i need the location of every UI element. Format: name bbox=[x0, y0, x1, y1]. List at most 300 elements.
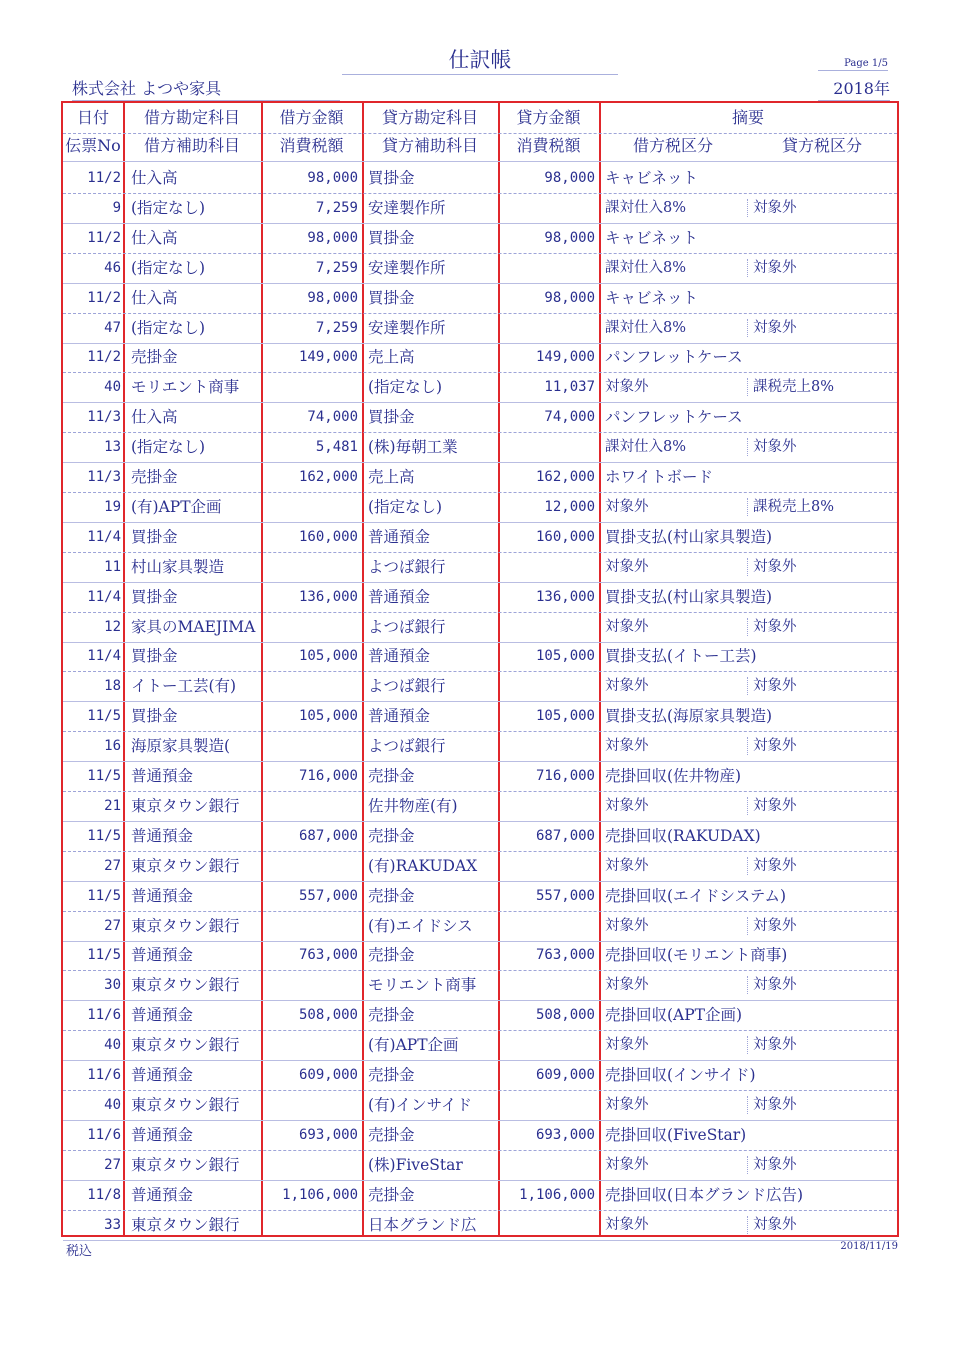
credit-sub-account: 日本グランド広 bbox=[368, 1215, 477, 1234]
credit-tax-amount bbox=[498, 612, 599, 642]
debit-sub-account: (指定なし) bbox=[131, 438, 206, 457]
memo: 買掛支払(村山家具製造) bbox=[605, 527, 773, 546]
memo: 売掛回収(FiveStar) bbox=[605, 1125, 747, 1144]
entry-detail-row bbox=[63, 372, 897, 403]
credit-tax-class: 対象外 bbox=[753, 1037, 797, 1054]
credit-amount: 609,000 bbox=[535, 1067, 595, 1083]
credit-sub-account: (有)RAKUDAX bbox=[368, 856, 478, 875]
credit-account: 売上高 bbox=[368, 348, 415, 367]
entry-main-row bbox=[63, 701, 897, 732]
debit-sub-account: イトー工芸(有) bbox=[131, 677, 237, 696]
credit-tax-amount bbox=[498, 671, 599, 701]
tax-class-separator bbox=[747, 1096, 748, 1114]
entry-detail-row bbox=[63, 851, 897, 882]
voucher-no: 13 bbox=[104, 439, 121, 456]
company-name: 株式会社 よつや家具 bbox=[72, 76, 340, 101]
debit-tax-class: 対象外 bbox=[605, 379, 649, 396]
entry-main-row bbox=[63, 163, 897, 194]
debit-amount: 1,106,000 bbox=[282, 1186, 358, 1203]
entry-date: 11/4 bbox=[87, 528, 121, 545]
tax-class-separator bbox=[747, 378, 748, 396]
credit-account: 普通預金 bbox=[368, 647, 431, 666]
credit-tax-class: 課税売上8% bbox=[753, 498, 835, 515]
debit-tax-class: 対象外 bbox=[605, 797, 649, 814]
debit-tax-class: 対象外 bbox=[605, 738, 649, 755]
header-row-2 bbox=[63, 131, 897, 162]
credit-sub-account: よつば銀行 bbox=[368, 557, 446, 576]
entry-date: 11/5 bbox=[87, 708, 121, 725]
debit-tax-amount bbox=[261, 970, 362, 1000]
tax-class-separator bbox=[747, 618, 748, 636]
debit-sub-account: 村山家具製造 bbox=[131, 557, 225, 576]
page-title: 仕訳帳 bbox=[342, 44, 618, 75]
debit-amount: 716,000 bbox=[298, 768, 358, 784]
entry-main-row bbox=[63, 940, 897, 971]
entry-main-row bbox=[63, 283, 897, 314]
entry-date: 11/2 bbox=[87, 349, 121, 366]
entry-date: 11/5 bbox=[87, 887, 121, 904]
debit-account: 買掛金 bbox=[131, 647, 178, 666]
debit-tax-amount bbox=[261, 671, 362, 701]
credit-amount: 98,000 bbox=[544, 229, 595, 246]
debit-tax-class: 対象外 bbox=[605, 678, 649, 695]
credit-account: 普通預金 bbox=[368, 707, 431, 726]
col-header-credit-sub: 貸方補助科目 bbox=[381, 136, 478, 155]
tax-class-separator bbox=[747, 976, 748, 994]
tax-class-separator bbox=[747, 1036, 748, 1054]
debit-amount: 74,000 bbox=[307, 409, 358, 426]
voucher-no: 40 bbox=[104, 1037, 121, 1054]
debit-amount: 105,000 bbox=[298, 648, 358, 665]
debit-amount: 763,000 bbox=[298, 947, 358, 964]
credit-sub-account: (有)インサイド bbox=[368, 1095, 473, 1114]
credit-account: 売掛金 bbox=[368, 1125, 415, 1144]
credit-sub-account: 安達製作所 bbox=[368, 318, 446, 337]
debit-account: 仕入高 bbox=[131, 169, 178, 187]
credit-account: 買掛金 bbox=[368, 408, 415, 427]
voucher-no: 46 bbox=[104, 259, 121, 276]
entry-main-row bbox=[63, 881, 897, 912]
debit-amount: 105,000 bbox=[298, 708, 358, 725]
memo: 売掛回収(APT企画) bbox=[605, 1006, 743, 1025]
credit-sub-account: (有)APT企画 bbox=[368, 1036, 459, 1055]
credit-account: 売掛金 bbox=[368, 1185, 415, 1204]
memo: ホワイトボード bbox=[605, 468, 714, 486]
credit-tax-amount bbox=[498, 851, 599, 881]
debit-tax-class: 対象外 bbox=[605, 1096, 649, 1113]
voucher-no: 40 bbox=[104, 1096, 121, 1113]
debit-amount: 557,000 bbox=[298, 887, 358, 904]
voucher-no: 30 bbox=[104, 977, 121, 994]
credit-account: 買掛金 bbox=[368, 228, 415, 247]
entry-main-row bbox=[63, 522, 897, 553]
debit-tax-amount bbox=[261, 612, 362, 642]
page-number: Page 1/5 bbox=[818, 58, 888, 71]
credit-amount: 687,000 bbox=[535, 827, 595, 844]
debit-tax-amount bbox=[261, 1090, 362, 1120]
credit-sub-account: (有)エイドシス bbox=[368, 916, 473, 935]
memo: 売掛回収(エイドシステム) bbox=[605, 886, 787, 905]
entry-date: 11/3 bbox=[87, 409, 121, 426]
voucher-no: 27 bbox=[104, 917, 121, 934]
credit-tax-class: 対象外 bbox=[753, 977, 797, 994]
credit-amount: 1,106,000 bbox=[519, 1186, 595, 1203]
debit-account: 普通預金 bbox=[131, 1006, 194, 1025]
entry-detail-row bbox=[63, 671, 897, 702]
entry-detail-row bbox=[63, 612, 897, 643]
debit-tax-class: 課対仕入8% bbox=[605, 439, 687, 456]
entry-date: 11/6 bbox=[87, 1126, 121, 1143]
credit-tax-amount bbox=[498, 552, 599, 582]
entry-date: 11/6 bbox=[87, 1007, 121, 1024]
entry-main-row bbox=[63, 761, 897, 792]
credit-sub-account: (指定なし) bbox=[368, 497, 443, 516]
entry-main-row bbox=[63, 1060, 897, 1091]
memo: 売掛回収(モリエント商事) bbox=[605, 946, 788, 965]
debit-sub-account: (有)APT企画 bbox=[131, 497, 222, 516]
credit-amount: 74,000 bbox=[544, 409, 595, 426]
memo: パンフレットケース bbox=[605, 408, 743, 427]
entry-main-row bbox=[63, 582, 897, 613]
tax-class-separator bbox=[747, 1216, 748, 1234]
debit-tax-class: 対象外 bbox=[605, 558, 649, 575]
debit-account: 普通預金 bbox=[131, 1066, 194, 1084]
debit-amount: 98,000 bbox=[307, 229, 358, 246]
credit-tax-class: 対象外 bbox=[753, 857, 797, 874]
credit-sub-account: モリエント商事 bbox=[368, 976, 477, 995]
debit-account: 仕入高 bbox=[131, 408, 178, 427]
debit-account: 普通預金 bbox=[131, 1185, 194, 1204]
entry-detail-row bbox=[63, 432, 897, 463]
debit-amount: 98,000 bbox=[307, 289, 358, 306]
credit-sub-account: 佐井物産(有) bbox=[368, 796, 458, 815]
credit-tax-class: 対象外 bbox=[753, 917, 797, 934]
debit-amount: 149,000 bbox=[298, 349, 358, 366]
memo: キャビネット bbox=[605, 288, 699, 307]
col-header-memo: 摘要 bbox=[731, 108, 764, 127]
debit-sub-account: 東京タウン銀行 bbox=[131, 1215, 240, 1234]
debit-tax-class: 対象外 bbox=[605, 1156, 649, 1173]
credit-tax-amount bbox=[498, 1210, 599, 1240]
col-header-voucher-no: 伝票No bbox=[65, 136, 121, 155]
tax-mode-label: 税込 bbox=[66, 1244, 93, 1259]
entry-detail-row bbox=[63, 911, 897, 942]
debit-tax-class: 対象外 bbox=[605, 618, 649, 635]
tax-class-separator bbox=[747, 558, 748, 576]
tax-class-separator bbox=[747, 737, 748, 755]
voucher-no: 33 bbox=[104, 1216, 121, 1233]
credit-tax-class: 課税売上8% bbox=[753, 379, 835, 396]
voucher-no: 27 bbox=[104, 1156, 121, 1173]
credit-tax-amount bbox=[498, 791, 599, 821]
col-header-date: 日付 bbox=[76, 108, 109, 127]
debit-amount: 98,000 bbox=[307, 170, 358, 186]
credit-account: 売掛金 bbox=[368, 886, 415, 905]
debit-sub-account: 東京タウン銀行 bbox=[131, 1155, 240, 1174]
debit-sub-account: 東京タウン銀行 bbox=[131, 856, 240, 875]
journal-table bbox=[61, 101, 899, 1237]
debit-sub-account: 東京タウン銀行 bbox=[131, 916, 240, 935]
credit-tax-class: 対象外 bbox=[753, 439, 797, 456]
credit-tax-amount bbox=[498, 253, 599, 283]
entry-detail-row bbox=[63, 193, 897, 224]
debit-sub-account: 東京タウン銀行 bbox=[131, 1036, 240, 1055]
credit-tax-class: 対象外 bbox=[753, 1096, 797, 1113]
debit-tax-amount bbox=[261, 731, 362, 761]
col-header-credit-amount: 貸方金額 bbox=[516, 108, 581, 127]
debit-amount: 160,000 bbox=[298, 528, 358, 545]
credit-account: 普通預金 bbox=[368, 587, 431, 606]
entry-detail-row bbox=[63, 492, 897, 523]
credit-sub-account: よつば銀行 bbox=[368, 737, 446, 756]
credit-amount: 136,000 bbox=[535, 588, 595, 605]
voucher-no: 12 bbox=[104, 618, 121, 635]
credit-tax-amount bbox=[498, 1090, 599, 1120]
credit-tax-class: 対象外 bbox=[753, 618, 797, 635]
credit-account: 売掛金 bbox=[368, 767, 415, 785]
debit-sub-account: 海原家具製造( bbox=[131, 737, 231, 756]
entry-main-row bbox=[63, 402, 897, 433]
debit-tax-class: 対象外 bbox=[605, 1037, 649, 1054]
debit-account: 仕入高 bbox=[131, 288, 178, 307]
debit-tax-amount bbox=[261, 1150, 362, 1180]
col-header-debit-tax-class: 借方税区分 bbox=[632, 136, 713, 155]
debit-amount: 687,000 bbox=[298, 827, 358, 844]
voucher-no: 27 bbox=[104, 857, 121, 874]
credit-tax-class: 対象外 bbox=[753, 319, 797, 336]
entry-main-row bbox=[63, 641, 897, 672]
credit-tax-class: 対象外 bbox=[753, 678, 797, 695]
debit-tax-amount: 7,259 bbox=[315, 199, 358, 216]
entry-main-row bbox=[63, 1180, 897, 1211]
credit-tax-amount bbox=[498, 1150, 599, 1180]
credit-sub-account: (株)毎朝工業 bbox=[368, 438, 458, 457]
debit-amount: 508,000 bbox=[298, 1007, 358, 1024]
entry-main-row bbox=[63, 223, 897, 254]
entry-main-row bbox=[63, 1120, 897, 1151]
col-header-debit-tax: 消費税額 bbox=[279, 136, 344, 155]
credit-amount: 716,000 bbox=[535, 768, 595, 784]
debit-account: 売掛金 bbox=[131, 468, 178, 486]
memo: 売掛回収(RAKUDAX) bbox=[605, 826, 761, 845]
credit-amount: 763,000 bbox=[535, 947, 595, 964]
credit-amount: 98,000 bbox=[544, 170, 595, 186]
memo: キャビネット bbox=[605, 228, 699, 247]
tax-class-separator bbox=[747, 199, 748, 217]
debit-account: 仕入高 bbox=[131, 228, 178, 247]
debit-amount: 162,000 bbox=[298, 469, 358, 485]
col-header-debit-sub: 借方補助科目 bbox=[143, 136, 240, 155]
fiscal-year: 2018年 bbox=[818, 76, 890, 101]
tax-class-separator bbox=[747, 319, 748, 337]
credit-sub-account: 安達製作所 bbox=[368, 258, 446, 277]
debit-tax-class: 対象外 bbox=[605, 498, 649, 515]
credit-amount: 98,000 bbox=[544, 289, 595, 306]
entry-date: 11/4 bbox=[87, 588, 121, 605]
memo: 売掛回収(日本グランド広告) bbox=[605, 1185, 804, 1204]
credit-amount: 557,000 bbox=[535, 887, 595, 904]
credit-account: 売上高 bbox=[368, 468, 415, 486]
credit-sub-account: (指定なし) bbox=[368, 378, 443, 397]
debit-tax-class: 課対仕入8% bbox=[605, 199, 687, 216]
debit-amount: 693,000 bbox=[298, 1126, 358, 1143]
tax-class-separator bbox=[747, 1156, 748, 1174]
entry-detail-row bbox=[63, 1090, 897, 1121]
entry-detail-row bbox=[63, 253, 897, 284]
credit-tax-class: 対象外 bbox=[753, 797, 797, 814]
tax-class-separator bbox=[747, 917, 748, 935]
entry-detail-row bbox=[63, 1150, 897, 1181]
entry-detail-row bbox=[63, 731, 897, 762]
credit-tax-amount bbox=[498, 1030, 599, 1060]
credit-tax-amount bbox=[498, 313, 599, 343]
debit-account: 買掛金 bbox=[131, 707, 178, 726]
credit-tax-amount bbox=[498, 432, 599, 462]
credit-tax-class: 対象外 bbox=[753, 1156, 797, 1173]
debit-sub-account: (指定なし) bbox=[131, 318, 206, 337]
debit-tax-amount: 7,259 bbox=[315, 319, 358, 336]
entry-date: 11/3 bbox=[87, 469, 121, 485]
col-header-credit-tax: 消費税額 bbox=[516, 136, 581, 155]
entry-date: 11/5 bbox=[87, 947, 121, 964]
voucher-no: 9 bbox=[112, 199, 121, 216]
credit-tax-amount bbox=[498, 731, 599, 761]
memo: 買掛支払(村山家具製造) bbox=[605, 587, 773, 606]
voucher-no: 40 bbox=[104, 379, 121, 396]
debit-account: 売掛金 bbox=[131, 348, 178, 367]
credit-account: 普通預金 bbox=[368, 527, 431, 546]
credit-tax-class: 対象外 bbox=[753, 259, 797, 276]
entry-date: 11/4 bbox=[87, 648, 121, 665]
tax-class-separator bbox=[747, 797, 748, 815]
header-row-1 bbox=[63, 103, 897, 134]
debit-tax-class: 対象外 bbox=[605, 857, 649, 874]
entry-main-row bbox=[63, 821, 897, 852]
memo: 売掛回収(インサイド) bbox=[605, 1066, 756, 1084]
credit-sub-account: よつば銀行 bbox=[368, 677, 446, 696]
col-header-credit-account: 貸方勘定科目 bbox=[381, 108, 478, 127]
debit-tax-amount bbox=[261, 552, 362, 582]
credit-account: 売掛金 bbox=[368, 826, 415, 845]
entry-date: 11/8 bbox=[87, 1186, 121, 1203]
entry-detail-row bbox=[63, 1210, 897, 1241]
debit-account: 普通預金 bbox=[131, 1125, 194, 1144]
entry-main-row bbox=[63, 1000, 897, 1031]
credit-tax-amount bbox=[498, 911, 599, 941]
entry-detail-row bbox=[63, 791, 897, 822]
credit-tax-class: 対象外 bbox=[753, 1216, 797, 1233]
debit-tax-class: 対象外 bbox=[605, 1216, 649, 1233]
tax-class-separator bbox=[747, 259, 748, 277]
debit-account: 普通預金 bbox=[131, 767, 194, 785]
tax-class-separator bbox=[747, 857, 748, 875]
credit-tax-amount bbox=[498, 193, 599, 223]
entry-detail-row bbox=[63, 1030, 897, 1061]
credit-sub-account: 安達製作所 bbox=[368, 198, 446, 217]
credit-amount: 693,000 bbox=[535, 1126, 595, 1143]
entry-main-row bbox=[63, 462, 897, 493]
credit-tax-class: 対象外 bbox=[753, 199, 797, 216]
credit-amount: 149,000 bbox=[535, 349, 595, 366]
memo: パンフレットケース bbox=[605, 348, 743, 367]
voucher-no: 21 bbox=[104, 797, 121, 814]
debit-tax-class: 対象外 bbox=[605, 917, 649, 934]
debit-tax-amount bbox=[261, 791, 362, 821]
debit-tax-amount bbox=[261, 1210, 362, 1240]
debit-account: 普通預金 bbox=[131, 826, 194, 845]
debit-sub-account: (指定なし) bbox=[131, 258, 206, 277]
credit-amount: 105,000 bbox=[535, 708, 595, 725]
debit-tax-amount bbox=[261, 851, 362, 881]
col-header-debit-account: 借方勘定科目 bbox=[143, 108, 240, 127]
voucher-no: 18 bbox=[104, 678, 121, 695]
credit-sub-account: よつば銀行 bbox=[368, 617, 446, 636]
entry-main-row bbox=[63, 342, 897, 373]
debit-account: 普通預金 bbox=[131, 946, 194, 965]
debit-sub-account: (指定なし) bbox=[131, 198, 206, 217]
entry-date: 11/5 bbox=[87, 768, 121, 784]
entry-detail-row bbox=[63, 313, 897, 344]
voucher-no: 47 bbox=[104, 319, 121, 336]
debit-tax-amount: 5,481 bbox=[315, 439, 358, 456]
tax-class-separator bbox=[747, 498, 748, 516]
credit-account: 買掛金 bbox=[368, 169, 415, 187]
entry-date: 11/2 bbox=[87, 229, 121, 246]
debit-tax-class: 課対仕入8% bbox=[605, 319, 687, 336]
debit-amount: 609,000 bbox=[298, 1067, 358, 1083]
credit-amount: 160,000 bbox=[535, 528, 595, 545]
debit-sub-account: 東京タウン銀行 bbox=[131, 976, 240, 995]
debit-account: 買掛金 bbox=[131, 527, 178, 546]
memo: キャビネット bbox=[605, 169, 699, 187]
debit-sub-account: 東京タウン銀行 bbox=[131, 796, 240, 815]
credit-amount: 162,000 bbox=[535, 469, 595, 485]
credit-account: 売掛金 bbox=[368, 1006, 415, 1025]
debit-account: 買掛金 bbox=[131, 587, 178, 606]
credit-tax-amount: 11,037 bbox=[544, 379, 595, 396]
voucher-no: 16 bbox=[104, 738, 121, 755]
credit-account: 買掛金 bbox=[368, 288, 415, 307]
debit-tax-amount: 7,259 bbox=[315, 259, 358, 276]
memo: 売掛回収(佐井物産) bbox=[605, 767, 742, 785]
credit-amount: 105,000 bbox=[535, 648, 595, 665]
tax-class-separator bbox=[747, 438, 748, 456]
credit-account: 売掛金 bbox=[368, 1066, 415, 1084]
credit-tax-amount bbox=[498, 970, 599, 1000]
entry-date: 11/2 bbox=[87, 170, 121, 186]
credit-account: 売掛金 bbox=[368, 946, 415, 965]
credit-sub-account: (株)FiveStar bbox=[368, 1155, 463, 1174]
voucher-no: 19 bbox=[104, 498, 121, 515]
debit-sub-account: 家具のMAEJIMA bbox=[131, 617, 256, 636]
credit-amount: 508,000 bbox=[535, 1007, 595, 1024]
memo: 買掛支払(海原家具製造) bbox=[605, 707, 773, 726]
entry-date: 11/5 bbox=[87, 827, 121, 844]
debit-tax-amount bbox=[261, 1030, 362, 1060]
debit-tax-amount bbox=[261, 911, 362, 941]
credit-tax-class: 対象外 bbox=[753, 738, 797, 755]
debit-sub-account: モリエント商事 bbox=[131, 378, 240, 397]
entry-date: 11/6 bbox=[87, 1067, 121, 1083]
voucher-no: 11 bbox=[104, 558, 121, 575]
print-date: 2018/11/19 bbox=[840, 1241, 898, 1252]
debit-account: 普通預金 bbox=[131, 886, 194, 905]
debit-tax-class: 課対仕入8% bbox=[605, 259, 687, 276]
tax-class-separator bbox=[747, 677, 748, 695]
debit-sub-account: 東京タウン銀行 bbox=[131, 1095, 240, 1114]
memo: 買掛支払(イトー工芸) bbox=[605, 647, 757, 666]
credit-tax-amount: 12,000 bbox=[544, 498, 595, 515]
